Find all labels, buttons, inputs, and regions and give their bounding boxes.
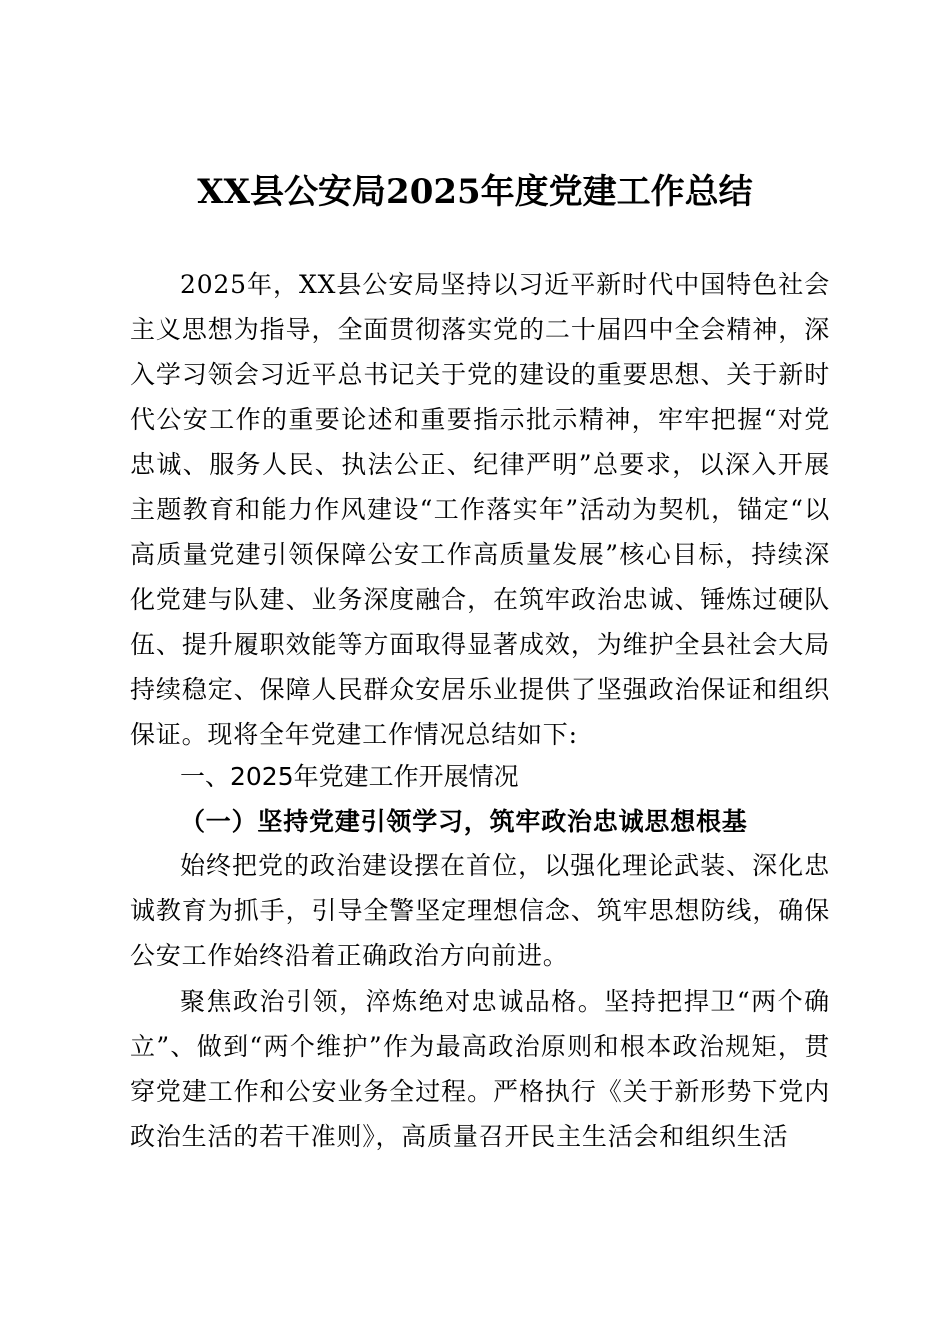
body-paragraph-3: 聚焦政治引领，淬炼绝对忠诚品格。坚持把捍卫“两个确立”、做到“两个维护”作为最高政治原则和根本政治规矩，贯穿党建工作和公安业务全过程。严格执行《关于新形势下党内政治生活的若干准则》，高质量召开民主生活会和组织生活 — [130, 987, 830, 1151]
subsection-heading-1: （一）坚持党建引领学习，筑牢政治忠诚思想根基 — [180, 807, 748, 836]
document-title: XX县公安局2025年度党建工作总结 — [197, 172, 753, 212]
body-paragraph-2: 始终把党的政治建设摆在首位，以强化理论武装、深化忠诚教育为抓手，引导全警坚定理想信念、筑牢思想防线，确保公安工作始终沿着正确政治方向前进。 — [130, 851, 830, 970]
intro-paragraph: 2025年，XX县公安局坚持以习近平新时代中国特色社会主义思想为指导，全面贯彻落实党的二十届四中全会精神，深入学习领会习近平总书记关于党的建设的重要思想、关于新时代公安工作的重要论述和重要指示批示精神，牢牢把握“对党忠诚、服务人民、执法公正、纪律严明”总要求，以深入开展主题教育和能力作风建设“工作落实年”活动为契机，锚定“以高质量党建引领保障公安工作高质量发展”核心目标，持续深化党建与队建、业务深度融合，在筑牢政治忠诚、锤炼过硬队伍、提升履职效能等方面取得显著成效，为维护全县社会大局持续稳定、保障人民群众安居乐业提供了坚强政治保证和组织保证。现将全年党建工作情况总结如下: — [130, 270, 830, 749]
section-heading-1: 一、2025年党建工作开展情况 — [180, 762, 519, 791]
